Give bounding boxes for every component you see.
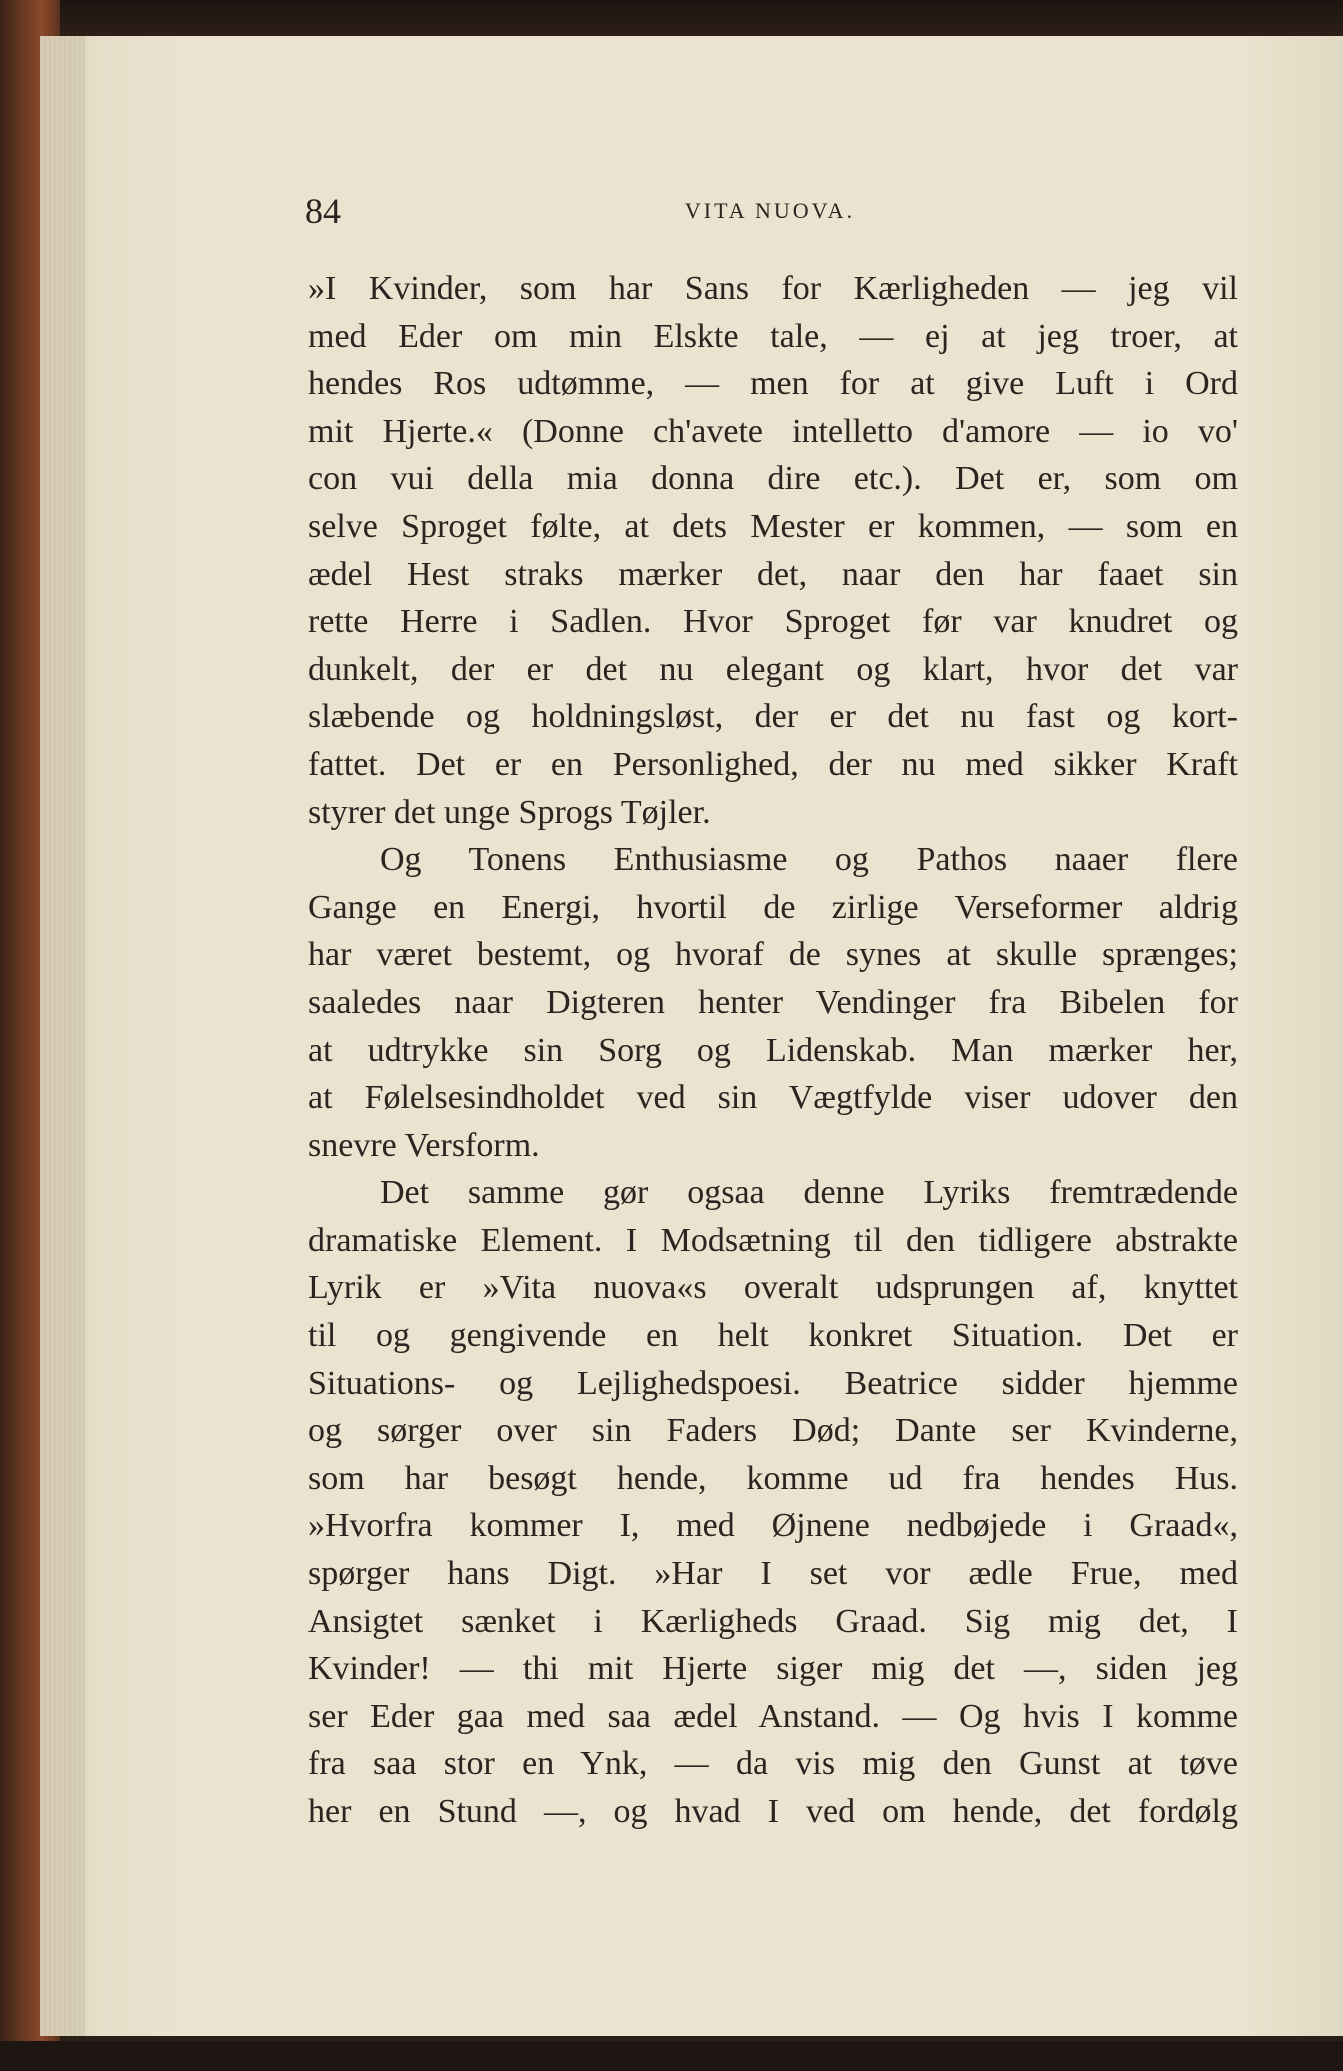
text-line: at Følelsesindholdet ved sin Vægtfylde viser udover den <box>308 1079 1238 1117</box>
text-line: Ansigtet sænket i Kærligheds Graad. Sig mig det, I <box>308 1602 1238 1640</box>
text-line: Lyrik er »Vita nuova«s overalt udsprungen af, knyttet <box>308 1269 1238 1307</box>
text-line: dunkelt, der er det nu elegant og klart, hvor det var <box>308 650 1238 688</box>
paragraph-1 <box>308 265 1238 836</box>
text-line: con vui della mia donna dire etc.). Det er, som om <box>308 460 1238 498</box>
text-line: »Hvorfra kommer I, med Øjnene nedbøjede i Graad«, <box>308 1507 1238 1545</box>
text-line: til og gengivende en helt konkret Situation. Det er <box>308 1317 1238 1355</box>
text-line: selve Sproget følte, at dets Mester er kommen, — som en <box>308 507 1238 545</box>
text-line: slæbende og holdningsløst, der er det nu fast og kort- <box>308 698 1238 736</box>
page-gutter <box>40 36 85 2036</box>
text-line: at udtrykke sin Sorg og Lidenskab. Man mærker her, <box>308 1031 1238 1069</box>
book-binding-bottom <box>0 2041 1343 2071</box>
text-line: har været bestemt, og hvoraf de synes at skulle sprænges; <box>308 936 1238 974</box>
text-line: snevre Versform. <box>308 1126 540 1164</box>
text-line: fra saa stor en Ynk, — da vis mig den Gunst at tøve <box>308 1745 1238 1783</box>
text-line: mit Hjerte.« (Donne ch'avete intelletto d'amore — io vo' <box>308 412 1238 450</box>
paragraph-2 <box>308 836 1238 1169</box>
text-line: saaledes naar Digteren henter Vendinger fra Bibelen for <box>308 983 1238 1021</box>
paragraph-3 <box>308 1169 1238 1835</box>
text-line: ædel Hest straks mærker det, naar den har faaet sin <box>308 555 1238 593</box>
text-line: fattet. Det er en Personlighed, der nu med sikker Kraft <box>308 745 1238 783</box>
page-number: 84 <box>305 191 341 231</box>
text-line: Kvinder! — thi mit Hjerte siger mig det —, siden jeg <box>308 1650 1238 1688</box>
text-line: Gange en Energi, hvortil de zirlige Verseformer aldrig <box>308 888 1238 926</box>
text-line: Og Tonens Enthusiasme og Pathos naaer flere <box>380 841 1238 879</box>
text-line: styrer det unge Sprogs Tøjler. <box>308 793 711 831</box>
text-line: Situations- og Lejlighedspoesi. Beatrice sidder hjemme <box>308 1364 1238 1402</box>
text-line: rette Herre i Sadlen. Hvor Sproget før var knudret og <box>308 603 1238 641</box>
text-line: ser Eder gaa med saa ædel Anstand. — Og hvis I komme <box>308 1697 1238 1735</box>
text-line: spørger hans Digt. »Har I set vor ædle Frue, med <box>308 1555 1238 1593</box>
text-line: dramatiske Element. I Modsætning til den tidligere abstrakte <box>308 1221 1238 1259</box>
text-line: med Eder om min Elskte tale, — ej at jeg troer, at <box>308 317 1238 355</box>
book-binding-top <box>0 0 1343 38</box>
text-line: »I Kvinder, som har Sans for Kærligheden — jeg vil <box>308 270 1238 307</box>
text-line: hendes Ros udtømme, — men for at give Luft i Ord <box>308 365 1238 403</box>
text-line: som har besøgt hende, komme ud fra hendes Hus. <box>308 1459 1238 1497</box>
running-title: VITA NUOVA. <box>684 198 856 223</box>
text-line: og sørger over sin Faders Død; Dante ser Kvinderne, <box>308 1412 1238 1450</box>
text-line: Det samme gør ogsaa denne Lyriks fremtrædende <box>380 1174 1238 1212</box>
page-header <box>305 190 1235 240</box>
body-text <box>308 265 1238 1836</box>
text-line: her en Stund —, og hvad I ved om hende, det fordølg <box>308 1793 1238 1830</box>
